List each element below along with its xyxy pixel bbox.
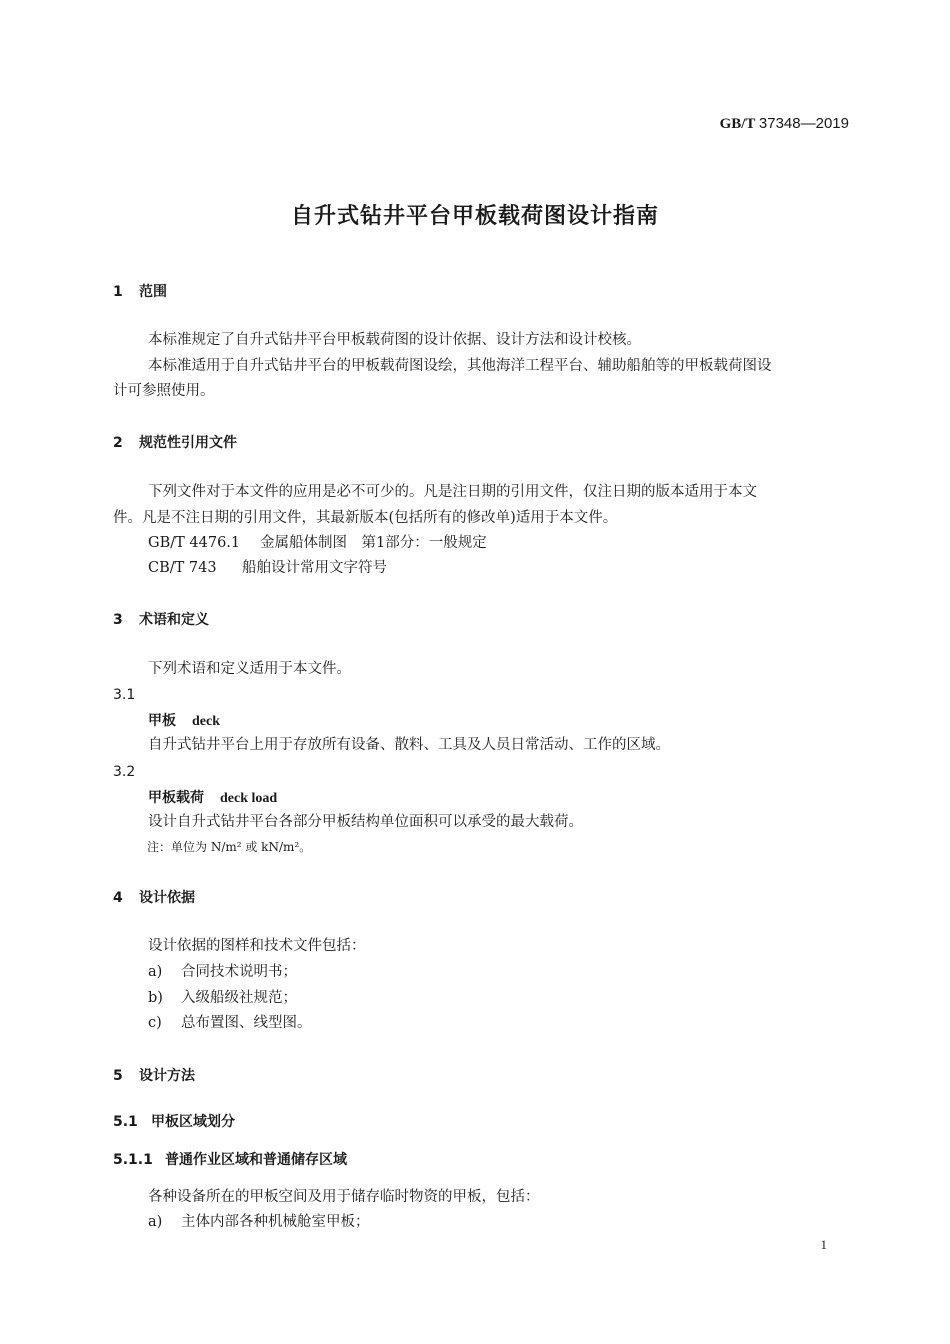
paragraph-continuation: 件。凡是不注日期的引用文件，其最新版本(包括所有的修改单)适用于本文件。 (113, 510, 618, 526)
term-chinese: 甲板 (148, 713, 176, 729)
standard-code: GB/T (719, 116, 756, 132)
section-number: 3 (113, 612, 123, 628)
list-text: 总布置图、线型图。 (181, 1015, 312, 1031)
list-text: 合同技术说明书； (181, 964, 297, 980)
term-number: 3.1 (113, 687, 136, 703)
term-english: deck load (220, 791, 278, 806)
section-title: 范围 (139, 284, 167, 300)
section-number: 5 (113, 1068, 123, 1084)
section-title: 设计方法 (139, 1068, 195, 1084)
section-title: 设计依据 (139, 890, 195, 906)
reference-title: 金属船体制图 第1部分：一般规定 (260, 535, 487, 551)
section-heading-2 (113, 432, 237, 452)
term-definition: 设计自升式钻井平台各部分甲板结构单位面积可以承受的最大载荷。 (148, 814, 583, 830)
list-label: b) (148, 990, 163, 1006)
section-title: 普通作业区域和普通储存区域 (165, 1152, 347, 1168)
term-definition: 自升式钻井平台上用于存放所有设备、散料、工具及人员日常活动、工作的区域。 (148, 737, 670, 753)
section-title: 规范性引用文件 (139, 435, 237, 451)
section-number: 4 (113, 890, 123, 906)
section-heading-4 (113, 887, 195, 907)
standard-number: 37348—2019 (758, 115, 849, 132)
list-label: c) (148, 1015, 162, 1031)
document-title: 自升式钻井平台甲板载荷图设计指南 (290, 204, 659, 229)
term-entry (148, 787, 277, 807)
section-number: 5.1 (113, 1114, 138, 1130)
section-heading-3 (113, 609, 209, 629)
paragraph: 下列术语和定义适用于本文件。 (148, 661, 351, 677)
list-label: a) (148, 1214, 163, 1230)
paragraph: 各种设备所在的甲板空间及用于储存临时物资的甲板，包括： (148, 1189, 540, 1205)
list-text: 入级船级社规范； (181, 990, 297, 1006)
section-number: 1 (113, 284, 123, 300)
section-title: 术语和定义 (139, 612, 209, 628)
reference-item (148, 556, 387, 580)
subsection-heading-5-1-1 (113, 1149, 347, 1169)
list-item (148, 960, 297, 984)
term-chinese: 甲板载荷 (148, 790, 204, 806)
subsection-heading-5-1 (113, 1111, 235, 1131)
section-title: 甲板区域划分 (151, 1114, 235, 1130)
reference-item (148, 531, 487, 555)
list-item (148, 1210, 370, 1234)
paragraph: 本标准适用于自升式钻井平台的甲板载荷图设绘，其他海洋工程平台、辅助船舶等的甲板载荷图设 (148, 358, 772, 374)
standard-header (720, 115, 849, 133)
term-entry (148, 710, 220, 730)
list-label: a) (148, 964, 163, 980)
section-number: 5.1.1 (113, 1152, 153, 1168)
reference-title: 船舶设计常用文字符号 (242, 560, 387, 576)
term-number: 3.2 (113, 764, 136, 780)
section-heading-5 (113, 1065, 195, 1085)
section-number: 2 (113, 435, 123, 451)
page-number: 1 (820, 1237, 827, 1252)
list-text: 主体内部各种机械舱室甲板； (181, 1214, 370, 1230)
section-heading-1 (113, 281, 167, 301)
reference-code: GB/T 4476.1 (148, 535, 241, 551)
list-item (148, 986, 297, 1010)
paragraph: 设计依据的图样和技术文件包括： (148, 938, 366, 954)
paragraph: 本标准规定了自升式钻井平台甲板载荷图的设计依据、设计方法和设计校核。 (148, 332, 641, 348)
paragraph-continuation: 计可参照使用。 (113, 383, 215, 399)
term-english: deck (192, 714, 220, 729)
paragraph: 下列文件对于本文件的应用是必不可少的。凡是注日期的引用文件，仅注日期的版本适用于本文 (148, 484, 757, 500)
list-item (148, 1011, 312, 1035)
reference-code: CB/T 743 (148, 560, 217, 576)
note: 注：单位为 N/m² 或 kN/m²。 (147, 840, 312, 854)
